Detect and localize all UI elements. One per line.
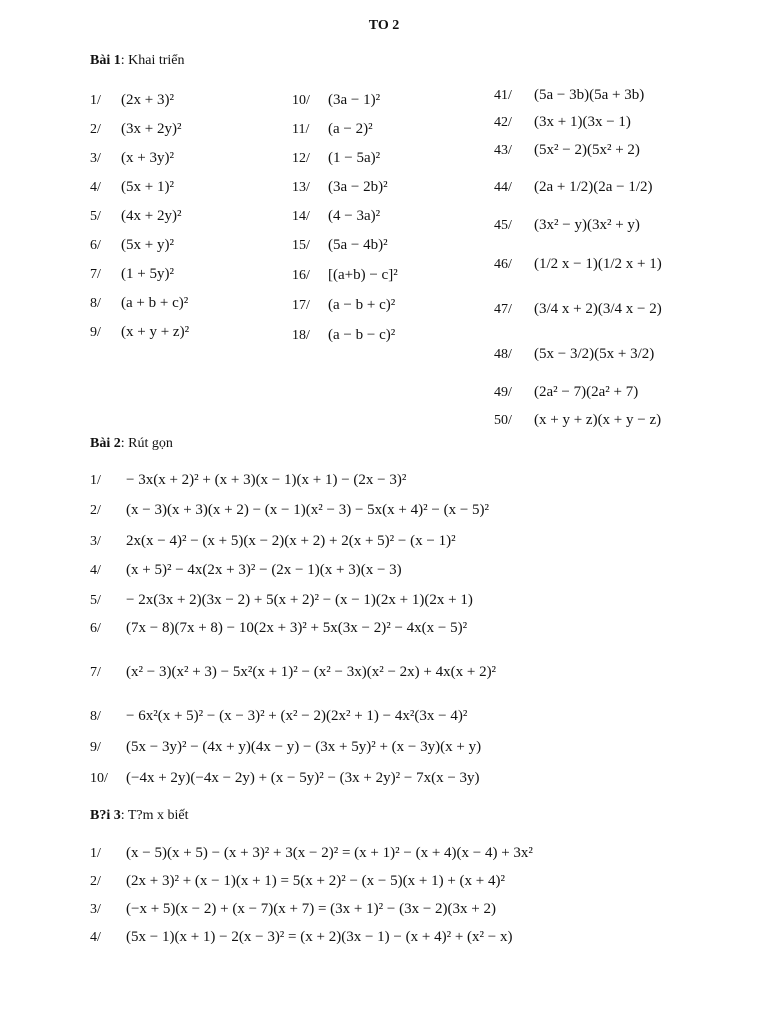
bai1-item-10: 10/ (3a − 1)² — [292, 92, 381, 108]
bai2-item-9: 9/ (5x − 3y)² − (4x + y)(4x − y) − (3x + 5y)² + (x − 3y)(x + y) — [90, 739, 482, 755]
bai1-item-2: 2/ (3x + 2y)² — [90, 121, 182, 137]
bai1-item-14: 14/ (4 − 3a)² — [292, 208, 381, 224]
bai1-item-3: 3/ (x + 3y)² — [90, 150, 174, 166]
bai1-item-45: 45/ (3x² − y)(3x² + y) — [494, 217, 640, 233]
bai1-item-6: 6/ (5x + y)² — [90, 237, 174, 253]
bai1-label: Bài 1 — [90, 53, 121, 68]
bai3-item-4: 4/ (5x − 1)(x + 1) − 2(x − 3)² = (x + 2)(3x − 1) − (x + 4)² + (x² − x) — [90, 929, 513, 945]
bai2-heading — [90, 436, 173, 452]
bai1-heading — [90, 53, 185, 69]
bai1-item-12: 12/ (1 − 5a)² — [292, 150, 381, 166]
bai1-item-50: 50/ (x + y + z)(x + y − z) — [494, 412, 662, 428]
bai3-text: : T?m x biết — [120, 808, 189, 823]
bai3-item-3: 3/ (−x + 5)(x − 2) + (x − 7)(x + 7) = (3x + 1)² − (3x − 2)(3x + 2) — [90, 901, 496, 917]
bai2-item-2: 2/ (x − 3)(x + 3)(x + 2) − (x − 1)(x² − 3) − 5x(x + 4)² − (x − 5)² — [90, 502, 490, 518]
bai2-item-5: 5/ − 2x(3x + 2)(3x − 2) + 5(x + 2)² − (x − 1)(2x + 1)(2x + 1) — [90, 592, 473, 608]
bai2-item-10: 10/ (−4x + 2y)(−4x − 2y) + (x − 5y)² − (3x + 2y)² − 7x(x − 3y) — [90, 770, 480, 786]
bai1-item-46: 46/ (1/2 x − 1)(1/2 x + 1) — [494, 256, 662, 272]
bai1-item-47: 47/ (3/4 x + 2)(3/4 x − 2) — [494, 301, 662, 317]
bai2-item-7: 7/ (x² − 3)(x² + 3) − 5x²(x + 1)² − (x² − 3x)(x² − 2x) + 4x(x + 2)² — [90, 664, 497, 680]
bai2-item-3: 3/ 2x(x − 4)² − (x + 5)(x − 2)(x + 2) + 2(x + 5)² − (x − 1)² — [90, 533, 456, 549]
bai2-label: Bài 2 — [90, 436, 121, 451]
bai1-item-8: 8/ (a + b + c)² — [90, 295, 189, 311]
page-title: TO 2 — [368, 18, 400, 33]
bai3-label: B?i 3 — [90, 808, 121, 823]
bai3-item-1: 1/ (x − 5)(x + 5) − (x + 3)² + 3(x − 2)² = (x + 1)² − (x + 4)(x − 4) + 3x² — [90, 845, 533, 861]
bai1-item-41: 41/ (5a − 3b)(5a + 3b) — [494, 87, 645, 103]
bai1-item-16: 16/ [(a+b) − c]² — [292, 267, 398, 283]
bai2-item-6: 6/ (7x − 8)(7x + 8) − 10(2x + 3)² + 5x(3x − 2)² − 4x(x − 5)² — [90, 620, 468, 636]
bai1-item-1: 1/ (2x + 3)² — [90, 92, 174, 108]
bai1-item-15: 15/ (5a − 4b)² — [292, 237, 388, 253]
bai1-item-49: 49/ (2a² − 7)(2a² + 7) — [494, 384, 639, 400]
bai3-item-2: 2/ (2x + 3)² + (x − 1)(x + 1) = 5(x + 2)² − (x − 5)(x + 1) + (x + 4)² — [90, 873, 505, 889]
bai1-item-43: 43/ (5x² − 2)(5x² + 2) — [494, 142, 640, 158]
bai1-item-48: 48/ (5x − 3/2)(5x + 3/2) — [494, 346, 655, 362]
bai3-heading — [90, 808, 189, 824]
bai1-item-11: 11/ (a − 2)² — [292, 121, 373, 137]
bai1-item-13: 13/ (3a − 2b)² — [292, 179, 388, 195]
bai1-item-4: 4/ (5x + 1)² — [90, 179, 174, 195]
bai2-item-4: 4/ (x + 5)² − 4x(2x + 3)² − (2x − 1)(x + 3)(x − 3) — [90, 562, 402, 578]
bai1-item-18: 18/ (a − b − c)² — [292, 327, 396, 343]
bai1-text: : Khai triển — [120, 53, 185, 68]
bai1-item-7: 7/ (1 + 5y)² — [90, 266, 174, 282]
bai1-item-9: 9/ (x + y + z)² — [90, 324, 190, 340]
bai2-text: : Rút gọn — [120, 436, 173, 451]
bai1-item-44: 44/ (2a + 1/2)(2a − 1/2) — [494, 179, 653, 195]
bai1-item-5: 5/ (4x + 2y)² — [90, 208, 182, 224]
bai2-item-1: 1/ − 3x(x + 2)² + (x + 3)(x − 1)(x + 1) − (2x − 3)² — [90, 472, 407, 488]
bai1-item-17: 17/ (a − b + c)² — [292, 297, 396, 313]
bai1-item-42: 42/ (3x + 1)(3x − 1) — [494, 114, 631, 130]
bai2-item-8: 8/ − 6x²(x + 5)² − (x − 3)² + (x² − 2)(2x² + 1) − 4x²(3x − 4)² — [90, 708, 468, 724]
